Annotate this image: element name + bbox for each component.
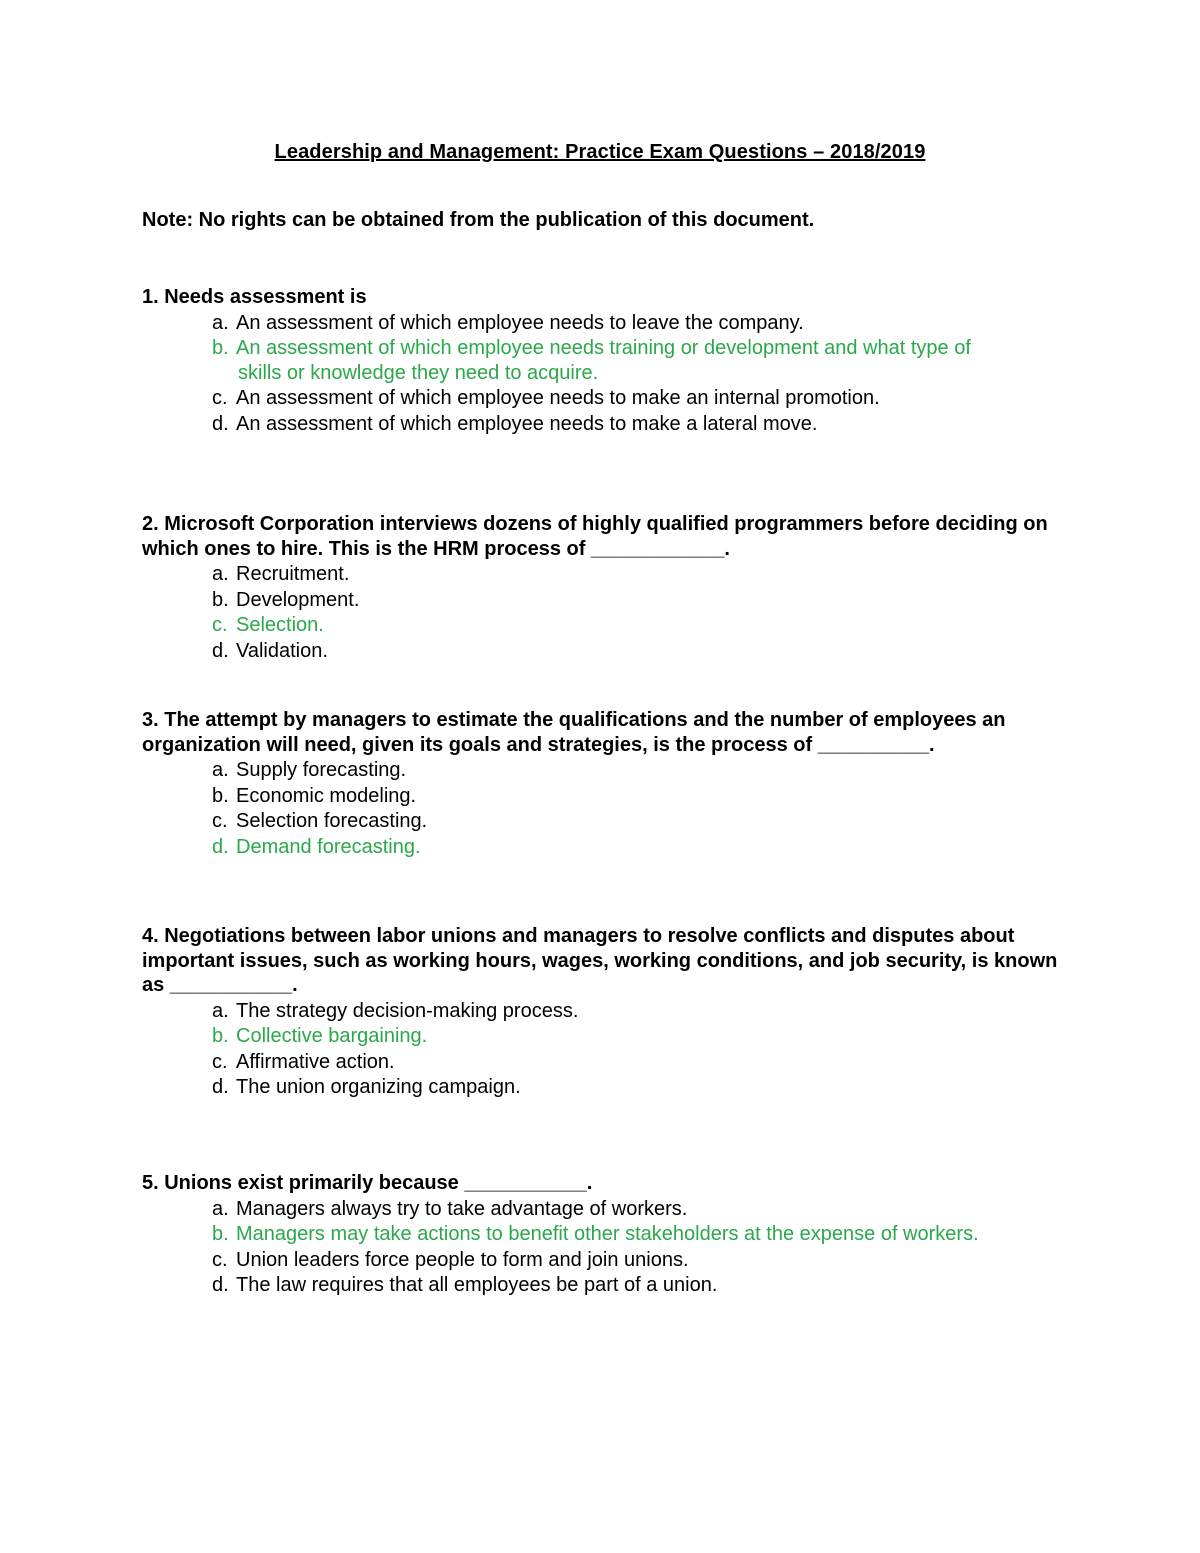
question-prompt: 4. Negotiations between labor unions and managers to resolve conflicts and disputes about important issues, such as working hours, wages, working conditions, and job security, is known as ___________. bbox=[142, 925, 1058, 996]
option-text: Collective bargaining. bbox=[236, 1025, 428, 1047]
option-text: Affirmative action. bbox=[236, 1050, 395, 1073]
option-d bbox=[142, 1075, 1062, 1101]
option-letter: a. bbox=[212, 563, 229, 585]
question-2 bbox=[142, 512, 1062, 664]
option-letter: b. bbox=[212, 784, 229, 807]
option-letter: b. bbox=[212, 337, 229, 359]
option-c bbox=[142, 1050, 1062, 1076]
option-b-correct bbox=[142, 1024, 1062, 1050]
option-text: An assessment of which employee needs training or development and what type of bbox=[236, 337, 971, 359]
option-text: Selection. bbox=[236, 614, 324, 636]
option-text: Managers always try to take advantage of workers. bbox=[236, 1197, 688, 1220]
option-text: The union organizing campaign. bbox=[236, 1076, 521, 1098]
question-5 bbox=[142, 1171, 1062, 1299]
option-d bbox=[142, 412, 1062, 438]
option-letter: a. bbox=[212, 311, 229, 334]
option-a bbox=[142, 311, 1062, 337]
option-letter: b. bbox=[212, 588, 229, 611]
question-prompt: 5. Unions exist primarily because ___________. bbox=[142, 1172, 593, 1194]
option-letter: d. bbox=[212, 1274, 229, 1296]
option-letter: c. bbox=[212, 1050, 228, 1073]
option-text: The strategy decision-making process. bbox=[236, 999, 579, 1022]
option-d-correct bbox=[142, 835, 1062, 861]
option-text: An assessment of which employee needs to make a lateral move. bbox=[236, 412, 818, 435]
option-letter: d. bbox=[212, 1076, 229, 1098]
question-prompt: 3. The attempt by managers to estimate the qualifications and the number of employees an organization will need, given its goals and strategies, is the process of __________. bbox=[142, 709, 1006, 756]
option-d bbox=[142, 639, 1062, 665]
option-a bbox=[142, 1197, 1062, 1223]
option-text: Development. bbox=[236, 588, 360, 611]
option-text: Recruitment. bbox=[236, 563, 350, 585]
question-prompt: 2. Microsoft Corporation interviews dozens of highly qualified programmers before deciding on which ones to hire. This is the HRM process of ____________. bbox=[142, 513, 1048, 560]
question-1 bbox=[142, 285, 1062, 437]
option-letter: c. bbox=[212, 810, 228, 832]
option-letter: d. bbox=[212, 639, 229, 662]
option-a bbox=[142, 999, 1062, 1025]
option-text: Union leaders force people to form and join unions. bbox=[236, 1248, 689, 1271]
option-c-correct bbox=[142, 613, 1062, 639]
disclaimer-note: Note: No rights can be obtained from the publication of this document. bbox=[142, 209, 815, 231]
option-text: An assessment of which employee needs to make an internal promotion. bbox=[236, 387, 880, 409]
option-c bbox=[142, 809, 1062, 835]
option-d bbox=[142, 1273, 1062, 1299]
option-a bbox=[142, 562, 1062, 588]
option-b bbox=[142, 784, 1062, 810]
question-4 bbox=[142, 924, 1062, 1101]
option-letter: a. bbox=[212, 759, 229, 781]
option-letter: d. bbox=[212, 412, 229, 435]
answer-options bbox=[142, 1197, 1062, 1299]
answer-options bbox=[142, 562, 1062, 664]
option-b-correct bbox=[142, 336, 1062, 386]
question-prompt: 1. Needs assessment is bbox=[142, 286, 367, 308]
option-text: Demand forecasting. bbox=[236, 835, 421, 858]
option-text: An assessment of which employee needs to leave the company. bbox=[236, 311, 804, 334]
option-b-correct bbox=[142, 1222, 1062, 1248]
option-b bbox=[142, 588, 1062, 614]
option-text: Validation. bbox=[236, 639, 328, 662]
option-letter: d. bbox=[212, 835, 229, 858]
option-text-continuation: skills or knowledge they need to acquire. bbox=[238, 361, 599, 384]
option-text: Economic modeling. bbox=[236, 784, 417, 807]
question-3 bbox=[142, 708, 1062, 860]
document-title: Leadership and Management: Practice Exam Questions – 2018/2019 bbox=[274, 141, 926, 163]
option-text: Selection forecasting. bbox=[236, 810, 428, 832]
option-letter: a. bbox=[212, 999, 229, 1022]
option-letter: a. bbox=[212, 1197, 229, 1220]
option-letter: c. bbox=[212, 1248, 228, 1271]
option-a bbox=[142, 758, 1062, 784]
answer-options bbox=[142, 758, 1062, 860]
option-letter: b. bbox=[212, 1025, 229, 1047]
answer-options bbox=[142, 311, 1062, 438]
option-letter: c. bbox=[212, 387, 228, 409]
option-c bbox=[142, 1248, 1062, 1274]
option-text: The law requires that all employees be part of a union. bbox=[236, 1274, 718, 1296]
answer-options bbox=[142, 999, 1062, 1101]
option-c bbox=[142, 386, 1062, 412]
option-letter: c. bbox=[212, 614, 228, 636]
option-text: Managers may take actions to benefit other stakeholders at the expense of workers. bbox=[236, 1223, 979, 1245]
option-letter: b. bbox=[212, 1223, 229, 1245]
option-text: Supply forecasting. bbox=[236, 759, 407, 781]
